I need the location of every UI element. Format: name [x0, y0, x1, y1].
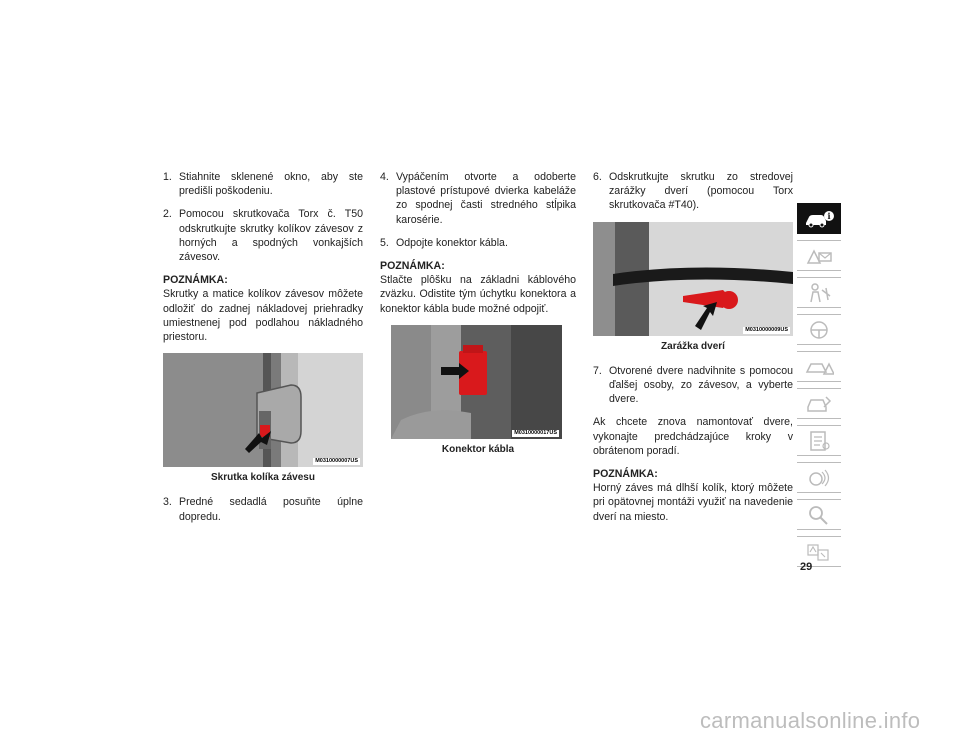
step-text: Predné sedadlá posuňte úplne dopredu. — [179, 496, 363, 523]
step-number: 7. — [593, 364, 602, 377]
tab-emergency[interactable] — [797, 351, 841, 382]
step-number: 1. — [163, 171, 172, 183]
tab-specs[interactable] — [797, 425, 841, 456]
tab-warning-lights[interactable] — [797, 240, 841, 271]
tab-search[interactable] — [797, 499, 841, 530]
tab-service[interactable] — [797, 388, 841, 419]
car-info-icon — [804, 209, 834, 229]
cable-connector-figure — [391, 325, 562, 439]
figure-code: M0310000009US — [745, 326, 788, 333]
column-2 — [380, 170, 576, 467]
figure-caption: Konektor kábla — [441, 443, 515, 455]
step-6 — [593, 170, 793, 213]
step-number: 3. — [163, 496, 172, 509]
step-4 — [380, 170, 576, 227]
step-number: 4. — [380, 171, 389, 183]
connector-illustration — [391, 325, 562, 439]
page-number: 29 — [800, 561, 813, 573]
note-heading: POZNÁMKA: — [163, 274, 228, 287]
step-text: Stiahnite sklenené okno, aby ste predišli poškodeniu. — [179, 171, 363, 198]
watermark[interactable]: carmanualsonline.info — [700, 708, 921, 733]
column-1 — [163, 170, 363, 533]
svg-text:i: i — [827, 210, 831, 221]
note-text: Skrutky a matice kolíkov závesov môžete odložiť do zadnej nákladovej priehradky umiestnenej pod podlahou nákladného priestoru. — [163, 288, 363, 344]
hinge-pin-figure — [163, 353, 363, 467]
paragraph: Ak chcete znova namontovať dvere, vykonajte predchádzajúce kroky v obrátenom poradí. — [593, 416, 793, 457]
language-icon — [804, 541, 834, 563]
step-7 — [593, 364, 793, 407]
step-5 — [380, 236, 576, 250]
tab-steering[interactable] — [797, 314, 841, 345]
door-check-figure — [593, 222, 793, 336]
step-text: Otvorené dvere nadvihnite s pomocou ďalšej osoby, zo závesov, a vyberte dvere. — [609, 364, 793, 406]
step-text: Pomocou skrutkovača Torx č. T50 odskrutkujte skrutky kolíkov závesov z horných a spodných vonkajších závesov. — [179, 208, 363, 264]
figure-code: M0310000007US — [315, 458, 358, 465]
step-text: Odskrutkujte skrutku zo stredovej zarážky dverí (pomocou Torx skrutkovača #T40). — [609, 171, 793, 212]
step-text: Vypáčením otvorte a odoberte plastové prístupové dvierka kabeláže zo spodnej časti stredného stĺpika karosérie. — [396, 171, 576, 226]
step-text: Odpojte konektor kábla. — [396, 236, 508, 249]
step-1 — [163, 170, 363, 198]
step-2 — [163, 207, 363, 264]
note-text: Stlačte plôšku na základni káblového zväzku. Odistite tým úchytku konektora a konektor kábla bude možné odpojiť. — [380, 274, 576, 315]
figure-caption: Skrutka kolíka závesu — [211, 472, 315, 484]
column-3 — [593, 170, 793, 533]
specs-icon — [804, 430, 834, 452]
service-icon — [804, 393, 834, 415]
step-3 — [163, 495, 363, 523]
multimedia-icon — [804, 467, 834, 489]
note-heading: POZNÁMKA: — [380, 260, 445, 273]
step-number: 2. — [163, 208, 172, 221]
door-check-illustration — [593, 222, 793, 336]
emergency-icon — [804, 356, 834, 378]
chapter-tabs — [797, 203, 841, 573]
search-icon — [804, 504, 834, 526]
warning-lights-icon — [804, 245, 834, 267]
figure-code: M0310000017US — [514, 429, 557, 436]
note-text: Horný záves má dlhší kolík, ktorý môžete pri opätovnej montáži využiť na navedenie dverí na miesto. — [593, 482, 793, 523]
safety-icon — [804, 282, 834, 304]
note-heading: POZNÁMKA: — [593, 468, 658, 481]
hinge-illustration — [163, 353, 363, 467]
step-number: 5. — [380, 236, 389, 249]
step-number: 6. — [593, 171, 602, 183]
tab-multimedia[interactable] — [797, 462, 841, 493]
figure-caption: Zarážka dverí — [661, 340, 725, 352]
tab-safety[interactable] — [797, 277, 841, 308]
tab-car-info[interactable] — [797, 203, 841, 234]
steering-icon — [804, 319, 834, 341]
